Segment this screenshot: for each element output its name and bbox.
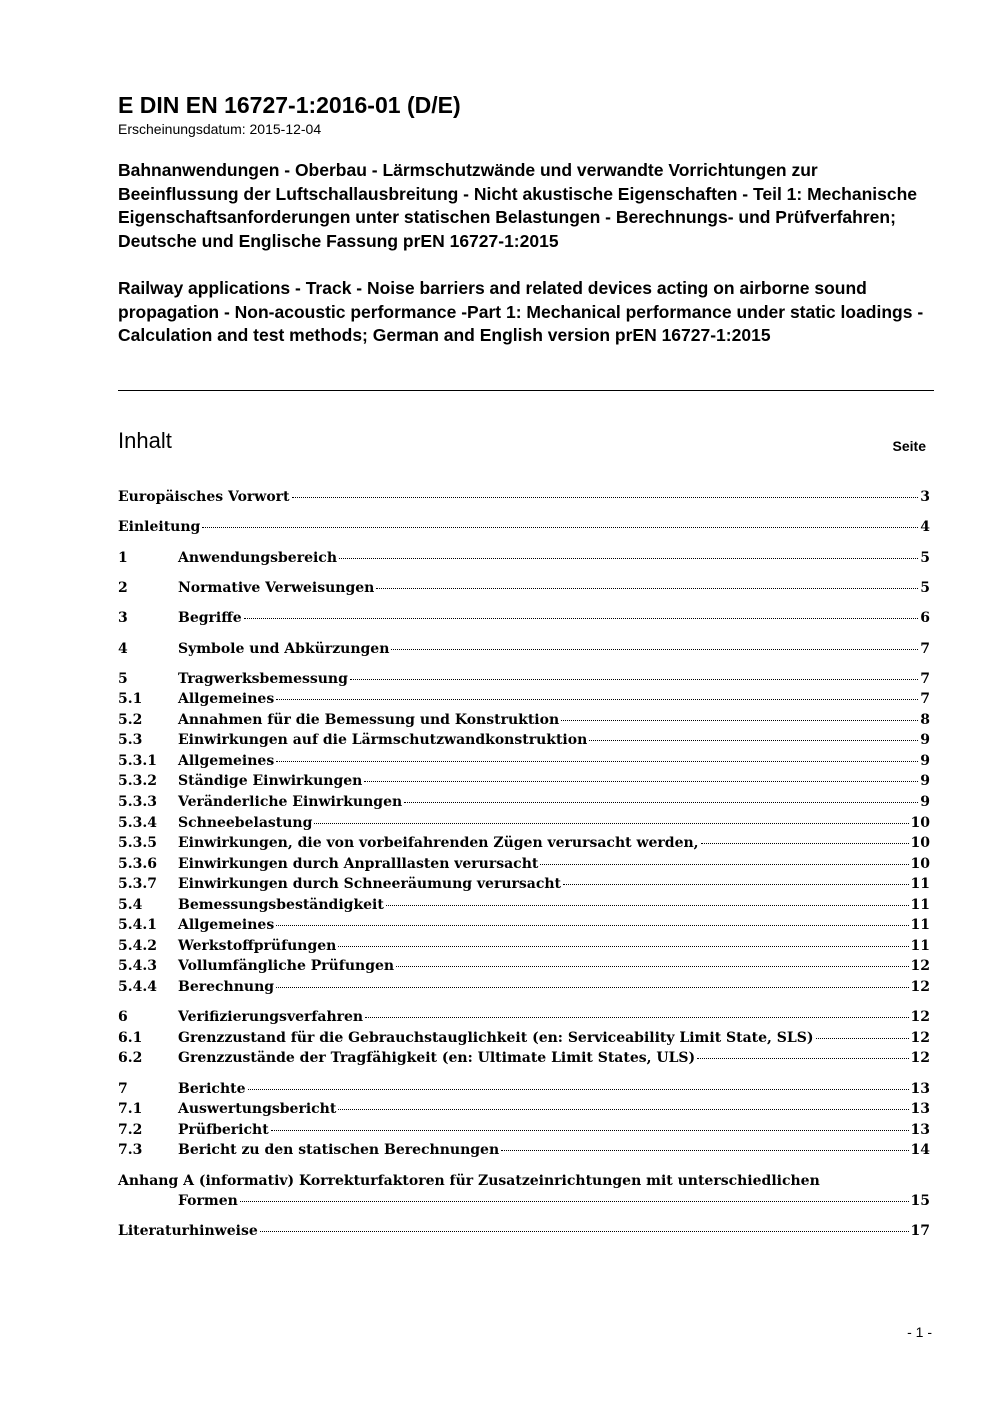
dot-leader: [376, 588, 918, 589]
dot-leader: [260, 1231, 909, 1232]
toc-entry-literature[interactable]: [118, 1222, 930, 1241]
toc-entry[interactable]: [118, 549, 930, 568]
dot-leader: [271, 1130, 909, 1131]
dot-leader: [240, 1201, 909, 1202]
toc-entry-page: 17: [910, 1223, 930, 1239]
toc-entry-label: Vollumfängliche Prüfungen: [178, 958, 395, 974]
toc-entry-label: Anwendungsbereich: [178, 550, 337, 566]
annex-title-line2-row: [118, 1191, 930, 1211]
toc-entry-label: Einwirkungen durch Schneeräumung verursacht: [178, 876, 562, 892]
toc-entry-number: 5.3.2: [118, 773, 157, 789]
toc-entry-label: Veränderliche Einwirkungen: [178, 794, 403, 810]
dot-leader: [396, 966, 908, 967]
toc-entry[interactable]: [118, 1100, 930, 1119]
header-divider: [118, 390, 934, 391]
toc-entry[interactable]: [118, 978, 930, 997]
toc-entry-number: 5.3.7: [118, 876, 157, 892]
toc-entry-number: 5.3.5: [118, 835, 157, 851]
toc-entry-number: 5.1: [118, 691, 143, 707]
toc-entry-number: 5.3.1: [118, 753, 157, 769]
document-header: [118, 92, 934, 348]
toc-entry-label: Grenzzustand für die Gebrauchstauglichkeit (en: Serviceability Limit State, SLS): [178, 1030, 814, 1046]
dot-leader: [563, 884, 909, 885]
dot-leader: [589, 740, 918, 741]
toc-entry-page: 12: [910, 1030, 930, 1046]
toc-entry-label: Europäisches Vorwort: [118, 489, 290, 505]
toc-entry-number: 6: [118, 1009, 128, 1025]
toc-entry-page: 12: [910, 979, 930, 995]
toc-entry-number: 5.2: [118, 712, 143, 728]
toc-entry-label: Allgemeines: [178, 917, 275, 933]
document-id: E DIN EN 16727-1:2016-01 (D/E): [118, 92, 461, 118]
toc-entry[interactable]: [118, 1141, 930, 1160]
dot-leader: [540, 864, 908, 865]
toc-entry-number: 6.1: [118, 1030, 143, 1046]
toc-entry[interactable]: [118, 670, 930, 689]
dot-leader: [391, 649, 918, 650]
toc-entry-number: 7.1: [118, 1101, 143, 1117]
title-english: Railway applications - Track - Noise barriers and related devices acting on airborne sound propagation - Non-acoustic performance -Part 1: Mechanical performance under static loadings - Calculation and test methods; German and English version prEN 16727-1:2015: [118, 278, 924, 345]
toc-entry[interactable]: [118, 1049, 930, 1068]
dot-leader: [561, 720, 918, 721]
toc-entry-page: 9: [920, 753, 930, 769]
toc-entry-label: Allgemeines: [178, 691, 275, 707]
toc-entry-label: Einleitung: [118, 519, 201, 535]
toc-entry-page: 4: [920, 519, 930, 535]
toc-entry-page: 5: [920, 550, 930, 566]
dot-leader: [404, 802, 918, 803]
toc-entry-number: 5.3.3: [118, 794, 157, 810]
toc-entry[interactable]: [118, 752, 930, 771]
toc-entry-label: Grenzzustände der Tragfähigkeit (en: Ultimate Limit States, ULS): [178, 1050, 696, 1066]
toc-entry[interactable]: [118, 690, 930, 709]
toc-entry[interactable]: [118, 609, 930, 628]
toc-entry-page: 15: [910, 1193, 930, 1209]
toc-entry[interactable]: [118, 875, 930, 894]
toc-entry-number: 5.4.1: [118, 917, 157, 933]
toc-entry-page: 12: [910, 1009, 930, 1025]
dot-leader: [701, 843, 909, 844]
toc-entry-number: 5.4: [118, 897, 143, 913]
toc-entry-page: 11: [910, 938, 930, 954]
toc-entry[interactable]: [118, 896, 930, 915]
dot-leader: [339, 558, 918, 559]
toc-entry-label: Werkstoffprüfungen: [178, 938, 337, 954]
toc-entry-label: Berechnung: [178, 979, 275, 995]
dot-leader: [501, 1150, 908, 1151]
dot-leader: [276, 761, 918, 762]
toc-entry-page: 10: [910, 815, 930, 831]
toc-entry-page: 7: [920, 641, 930, 657]
toc-entry[interactable]: [118, 916, 930, 935]
toc-entry-label: Normative Verweisungen: [178, 580, 375, 596]
toc-entry-number: 5.3: [118, 732, 143, 748]
toc-entry-number: 5.3.6: [118, 856, 157, 872]
toc-entry-number: 6.2: [118, 1050, 143, 1066]
toc-entry[interactable]: [118, 834, 930, 853]
page-number: - 1 -: [907, 1324, 932, 1340]
toc-entry-number: 7.3: [118, 1142, 143, 1158]
dot-leader: [244, 618, 919, 619]
dot-leader: [350, 679, 918, 680]
annex-title-line2: Formen: [178, 1193, 238, 1209]
dot-leader: [364, 781, 918, 782]
toc-entry-label: Ständige Einwirkungen: [178, 773, 363, 789]
toc-entry-page: 11: [910, 897, 930, 913]
toc-entry-number: 7: [118, 1081, 128, 1097]
toc-entry-page: 13: [910, 1081, 930, 1097]
toc-entry-label: Schneebelastung: [178, 815, 313, 831]
toc-page-column-label: Seite: [892, 438, 926, 454]
toc-entry-page: 12: [910, 958, 930, 974]
toc-entry-label: Allgemeines: [178, 753, 275, 769]
dot-leader: [338, 1109, 908, 1110]
toc-entry[interactable]: [118, 855, 930, 874]
toc-entry-page: 13: [910, 1101, 930, 1117]
toc-entry-number: 5.4.3: [118, 958, 157, 974]
toc-entry-label: Berichte: [178, 1081, 246, 1097]
toc-entry-page: 11: [910, 876, 930, 892]
dot-leader: [276, 925, 908, 926]
toc-entry-label: Tragwerksbemessung: [178, 671, 348, 687]
toc-entry-page: 5: [920, 580, 930, 596]
toc-entry[interactable]: [118, 579, 930, 598]
toc-entry[interactable]: [118, 488, 930, 507]
toc-entry-label: Begriffe: [178, 610, 242, 626]
annex-title-line1: Anhang A (informativ) Korrekturfaktoren für Zusatzeinrichtungen mit unterschiedlichen: [118, 1173, 820, 1189]
toc-entry[interactable]: [118, 1008, 930, 1027]
toc-entry-label: Einwirkungen auf die Lärmschutzwandkonstruktion: [178, 732, 588, 748]
toc-entry-page: 9: [920, 794, 930, 810]
dot-leader: [338, 946, 908, 947]
dot-leader: [248, 1089, 909, 1090]
toc-entry[interactable]: [118, 793, 930, 812]
toc-entry-number: 2: [118, 580, 128, 596]
toc-entry-page: 9: [920, 773, 930, 789]
toc-entry-label: Bemessungsbeständigkeit: [178, 897, 384, 913]
toc-entry[interactable]: [118, 640, 930, 659]
toc-entry-number: 3: [118, 610, 128, 626]
toc-entry[interactable]: [118, 772, 930, 791]
toc-entry[interactable]: [118, 1029, 930, 1048]
toc-entry-page: 12: [910, 1050, 930, 1066]
dot-leader: [386, 905, 909, 906]
dot-leader: [314, 823, 908, 824]
dot-leader: [276, 699, 918, 700]
toc-entry-page: 14: [910, 1142, 930, 1158]
dot-leader: [292, 497, 919, 498]
dot-leader: [365, 1017, 908, 1018]
toc-entry-page: 3: [920, 489, 930, 505]
toc-entry-number: 5: [118, 671, 128, 687]
toc-entry-label: Prüfbericht: [178, 1122, 269, 1138]
toc-entry-page: 10: [910, 856, 930, 872]
dot-leader: [202, 527, 918, 528]
toc-entry-label: Einwirkungen, die von vorbeifahrenden Zügen verursacht werden,: [178, 835, 699, 851]
toc-entry[interactable]: [118, 957, 930, 976]
toc-entry[interactable]: [118, 1121, 930, 1140]
toc-entry[interactable]: [118, 711, 930, 730]
toc-entry-page: 8: [920, 712, 930, 728]
toc-entry-label: Literaturhinweise: [118, 1223, 258, 1239]
toc-entry-number: 5.3.4: [118, 815, 157, 831]
toc-entry-number: 5.4.4: [118, 979, 157, 995]
toc-entry-label: Symbole und Abkürzungen: [178, 641, 390, 657]
toc-entry[interactable]: [118, 1080, 930, 1099]
toc-entry-label: Einwirkungen durch Anpralllasten verursacht: [178, 856, 539, 872]
toc-entry-label: Annahmen für die Bemessung und Konstruktion: [178, 712, 560, 728]
toc-entry-number: 1: [118, 550, 128, 566]
toc-entry[interactable]: [118, 518, 930, 537]
toc-entry-page: 7: [920, 671, 930, 687]
toc-title: Inhalt: [118, 428, 172, 453]
dot-leader: [276, 987, 908, 988]
toc-entry-label: Verifizierungsverfahren: [178, 1009, 364, 1025]
dot-leader: [697, 1058, 908, 1059]
toc-entry[interactable]: [118, 937, 930, 956]
toc-entry-label: Auswertungsbericht: [178, 1101, 337, 1117]
toc-entry-page: 7: [920, 691, 930, 707]
toc-entry[interactable]: [118, 731, 930, 750]
title-german: Bahnanwendungen - Oberbau - Lärmschutzwände und verwandte Vorrichtungen zur Beeinflussung der Luftschallausbreitung - Nicht akustische Eigenschaften - Teil 1: Mechanische Eigenschaftsanforderungen unter statischen Belastungen - Berechnungs- und Prüfverfahren; Deutsche und Englische Fassung prEN 16727-1:2015: [118, 160, 918, 251]
toc-entry-page: 10: [910, 835, 930, 851]
toc-entry-annex-a[interactable]: [118, 1171, 930, 1211]
toc-entry-page: 6: [920, 610, 930, 626]
toc-entry-page: 13: [910, 1122, 930, 1138]
publication-date: Erscheinungsdatum: 2015-12-04: [118, 121, 322, 137]
toc-entry-page: 9: [920, 732, 930, 748]
toc-entry-number: 4: [118, 641, 128, 657]
dot-leader: [816, 1038, 909, 1039]
toc-entry-label: Bericht zu den statischen Berechnungen: [178, 1142, 500, 1158]
toc-entry[interactable]: [118, 814, 930, 833]
toc-entry-page: 11: [910, 917, 930, 933]
toc-entry-number: 7.2: [118, 1122, 143, 1138]
toc-entry-number: 5.4.2: [118, 938, 157, 954]
